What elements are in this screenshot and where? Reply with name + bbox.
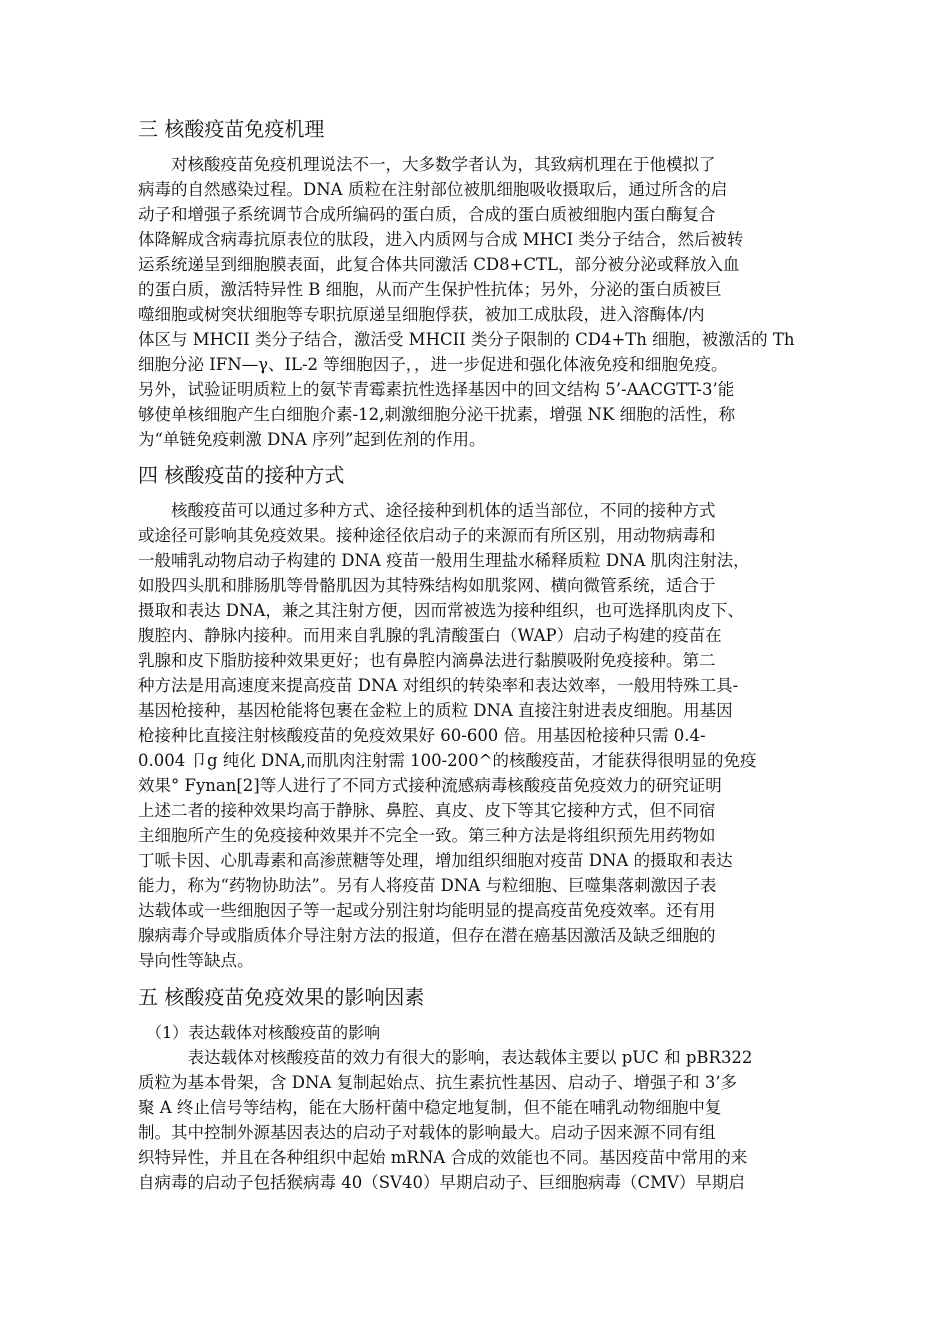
section-3-heading: 三 核酸疫苗免疫机理 [138, 117, 325, 141]
section-4-line: 或途径可影响其免疫效果。接种途径依启动子的来源而有所区别，用动物病毒和 [138, 526, 716, 545]
section-4-line: 种方法是用高速度来提高疫苗 DNA 对组织的转染率和表达效率，一般用特殊工具- [138, 676, 739, 695]
subsection-heading: （1）表达载体对核酸疫苗的影响 [146, 1023, 381, 1042]
section-4-line: 效果° Fynan[2]等人进行了不同方式接种流感病毒核酸疫苗免疫效力的研究证明 [138, 776, 722, 795]
section-5-line: 聚 A 终止信号等结构，能在大肠杆菌中稳定地复制，但不能在哺乳动物细胞中复 [138, 1098, 722, 1117]
section-3-line: 的蛋白质，激活特异性 B 细胞，从而产生保护性抗体；另外，分泌的蛋白质被巨 [138, 280, 722, 299]
section-3-line: 细胞分泌 IFN—γ、IL-2 等细胞因子，，进一步促进和强化体液免疫和细胞免疫。 [138, 355, 728, 374]
section-4-line: 能力，称为“药物协助法”。另有人将疫苗 DNA 与粒细胞、巨噬集落刺激因子表 [138, 876, 717, 895]
section-4-line: 腹腔内、静脉内接种。而用来自乳腺的乳清酸蛋白（WAP）启动子构建的疫苗在 [138, 626, 722, 645]
section-3-line: 另外，试验证明质粒上的氨苄青霉素抗性选择基因中的回文结构 5’-AACGTT-3’能 [138, 380, 735, 399]
section-3-line: 为“单链免疫刺激 DNA 序列”起到佐剂的作用。 [138, 430, 486, 449]
section-4-line: 核酸疫苗可以通过多种方式、途径接种到机体的适当部位，不同的接种方式 [138, 501, 716, 520]
section-4-line: 如股四头肌和腓肠肌等骨骼肌因为其特殊结构如肌浆网、横向微管系统，适合于 [138, 576, 716, 595]
section-3-line: 动子和增强子系统调节合成所编码的蛋白质，合成的蛋白质被细胞内蛋白酶复合 [138, 205, 716, 224]
section-4-line: 基因枪接种，基因枪能将包裹在金粒上的质粒 DNA 直接注射进表皮细胞。用基因 [138, 701, 733, 720]
section-3-line: 病毒的自然感染过程。DNA 质粒在注射部位被肌细胞吸收摄取后，通过所含的启 [138, 180, 728, 199]
section-3-line: 运系统递呈到细胞膜表面，此复合体共同激活 CD8+CTL，部分被分泌或释放入血 [138, 255, 740, 274]
section-4-line: 乳腺和皮下脂肪接种效果更好；也有鼻腔内滴鼻法进行黏膜吸附免疫接种。第二 [138, 651, 716, 670]
section-3-line: 噬细胞或树突状细胞等专职抗原递呈细胞俘获，被加工成肽段，进入溶酶体/内 [138, 305, 705, 324]
section-4-line: 上述二者的接种效果均高于静脉、鼻腔、真皮、皮下等其它接种方式，但不同宿 [138, 801, 716, 820]
section-5-line: 表达载体对核酸疫苗的效力有很大的影响，表达载体主要以 pUC 和 pBR322 [138, 1048, 753, 1067]
section-4-line: 丁哌卡因、心肌毒素和高渗蔗糖等处理，增加组织细胞对疫苗 DNA 的摄取和表达 [138, 851, 733, 870]
section-4-line: 导向性等缺点。 [138, 951, 254, 970]
section-4-line: 摄取和表达 DNA，兼之其注射方便，因而常被选为接种组织，也可选择肌肉皮下、 [138, 601, 744, 620]
section-5-line: 织特异性，并且在各种组织中起始 mRNA 合成的效能也不同。基因疫苗中常用的来 [138, 1148, 748, 1167]
section-5-line: 质粒为基本骨架，含 DNA 复制起始点、抗生素抗性基因、启动子、增强子和 3’多 [138, 1073, 738, 1092]
section-4-line: 达载体或一些细胞因子等一起或分别注射均能明显的提高疫苗免疫效率。还有用 [138, 901, 716, 920]
section-3-line: 对核酸疫苗免疫机理说法不一，大多数学者认为，其致病机理在于他模拟了 [138, 155, 716, 174]
section-5-line: 自病毒的启动子包括猴病毒 40（SV40）早期启动子、巨细胞病毒（CMV）早期启 [138, 1173, 745, 1192]
section-3-line: 体区与 MHCII 类分子结合，激活受 MHCII 类分子限制的 CD4+Th 细胞，被激活的 Th [138, 330, 795, 349]
section-3-line: 体降解成含病毒抗原表位的肽段，进入内质网与合成 MHCI 类分子结合，然后被转 [138, 230, 744, 249]
section-4-line: 0.004 卩g 纯化 DNA,而肌肉注射需 100-200^的核酸疫苗，才能获得很明显的免疫 [138, 751, 757, 770]
section-4-line: 腺病毒介导或脂质体介导注射方法的报道，但存在潜在癌基因激活及缺乏细胞的 [138, 926, 716, 945]
section-4-line: 一般哺乳动物启动子构建的 DNA 疫苗一般用生理盐水稀释质粒 DNA 肌肉注射法， [138, 551, 750, 570]
section-5-line: 制。其中控制外源基因表达的启动子对载体的影响最大。启动子因来源不同有组 [138, 1123, 716, 1142]
section-4-heading: 四 核酸疫苗的接种方式 [138, 463, 345, 487]
section-4-line: 主细胞所产生的免疫接种效果并不完全一致。第三种方法是将组织预先用药物如 [138, 826, 716, 845]
section-4-line: 枪接种比直接注射核酸疫苗的免疫效果好 60-600 倍。用基因枪接种只需 0.4- [138, 726, 706, 745]
section-3-line: 够使单核细胞产生白细胞介素-12,刺激细胞分泌干扰素，增强 NK 细胞的活性，称 [138, 405, 736, 424]
section-5-heading: 五 核酸疫苗免疫效果的影响因素 [138, 985, 425, 1009]
